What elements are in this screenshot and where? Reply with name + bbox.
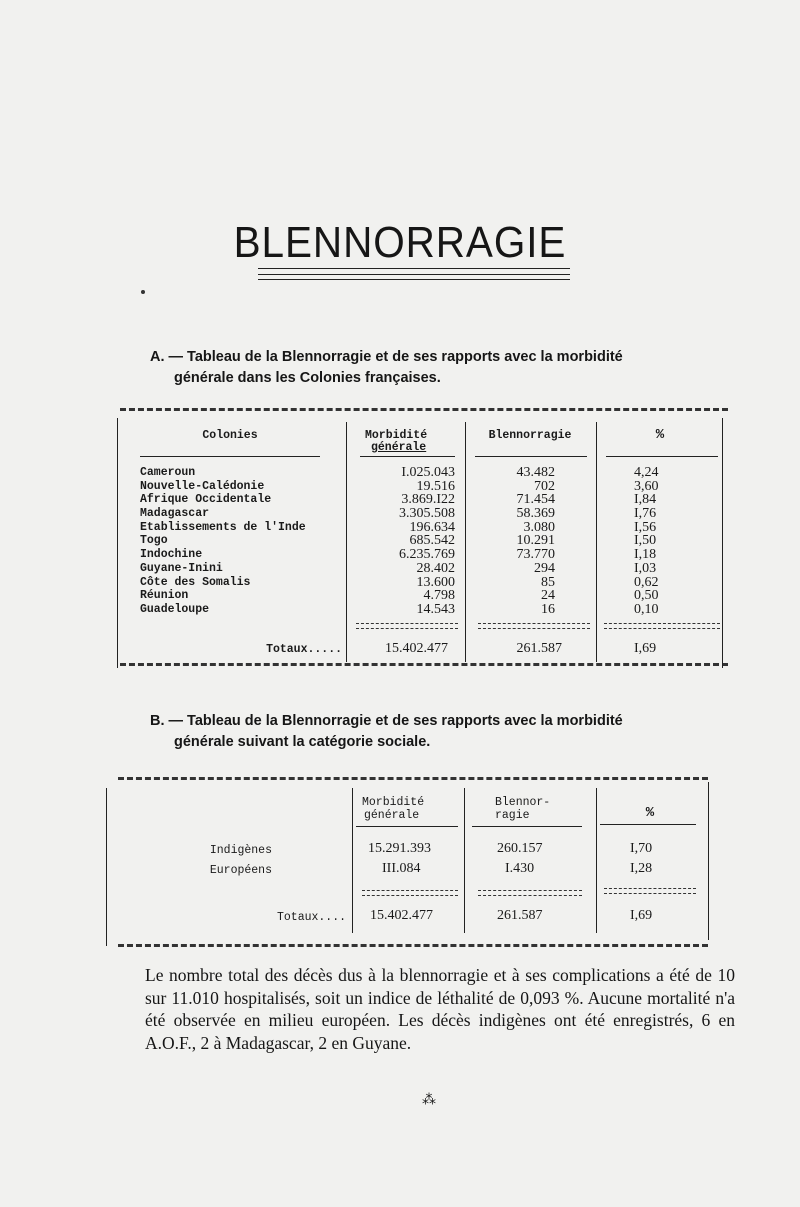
table-b-totals-morbidite: 15.402.477 [370,908,433,923]
ornament-icon: ⁂ [422,1092,438,1108]
table-a-header-rule-2 [360,456,455,457]
table-b-header-blennorragie-l1: Blennor- [495,796,551,809]
table-a-cell-colonie: Etablissements de l'Inde [140,520,306,534]
table-a-col-divider-3 [596,422,597,662]
table-b-row-europeens-pct: I,28 [630,861,653,876]
section-a-heading-line1: A. — Tableau de la Blennorragie et de ses rapports avec la morbidité [150,349,623,365]
table-b-totals-label: Totaux.... [276,911,346,924]
table-a-cell-colonie: Afrique Occidentale [140,493,272,507]
table-b-row-indigenes-morbidite: 15.291.393 [368,841,431,856]
table-a-cell-pct: I,56 [634,519,657,535]
table-a-cell-morbidite: I.025.043 [401,465,455,480]
table-a-cell-colonie: Guadeloupe [140,602,210,616]
table-b-right-border [708,782,709,940]
table-a-cell-blennorragie: 10.291 [516,533,555,549]
table-a-header-pct: % [655,427,665,443]
table-a-cell-blennorragie: 71.454 [516,492,555,508]
table-b-header-blennorragie-l2: ragie [495,809,530,822]
table-a-header-morbidite-l1: Morbidité [365,429,428,442]
table-b-header-morbidite-l2: générale [364,809,420,822]
table-b-left-border [106,788,107,946]
table-b-sum-rule-3 [604,888,696,894]
table-a-cell-blennorragie: 3.080 [523,519,555,535]
page-title: BLENNORRAGIE [233,218,567,267]
table-a-col-pct [634,466,694,617]
table-b-row-europeens-morbidite: III.084 [382,861,421,876]
table-a-cell-morbidite: 14.543 [416,601,455,617]
table-a-cell-colonie: Madagascar [140,507,210,521]
table-b-col-divider-3 [596,788,597,933]
table-b-sum-rule-1 [362,890,458,896]
table-a-cell-pct: I,50 [634,533,657,549]
table-a-cell-colonie: Indochine [140,548,203,562]
table-a-cell-morbidite: 196.634 [409,519,455,535]
table-a-cell-blennorragie: 16 [541,601,555,617]
table-a-cell-morbidite: 13.600 [416,574,455,590]
table-a-cell-blennorragie: 73.770 [516,547,555,563]
table-b-row-europeens-blennorragie: I.430 [505,861,535,876]
table-a-cell-morbidite: 3.305.508 [399,506,455,522]
table-a-sum-rule-1 [356,623,458,629]
table-b-totals-blennorragie: 261.587 [497,908,543,923]
section-a-heading-line2: générale dans les Colonies françaises. [174,370,441,386]
section-b-heading-line2: générale suivant la catégorie sociale. [174,734,431,750]
table-b-col-divider-1 [352,788,353,933]
margin-mark [141,290,145,294]
table-b-row-indigenes-pct: I,70 [630,841,653,856]
table-a-cell-pct: 0,50 [634,588,659,604]
table-a-cell-colonie: Guyane-Inini [140,561,223,575]
table-a-cell-colonie: Togo [140,534,168,548]
table-b-top-border [118,777,708,780]
table-a-cell-pct: 0,10 [634,601,659,617]
table-a-cell-morbidite: 6.235.769 [399,547,455,563]
table-b-header-rule-3 [600,824,696,825]
table-a-col-blennorragie [470,466,555,617]
table-a-col-divider-2 [465,422,466,662]
table-a-cell-pct: I,03 [634,560,657,576]
table-a-totals-blennorragie: 261.587 [516,641,562,656]
table-b-row-europeens-label: Européens [209,864,272,877]
table-a-cell-morbidite: 685.542 [409,533,455,549]
table-a-sum-rule-3 [604,623,720,629]
table-a-cell-colonie: Cameroun [140,466,196,479]
table-a-cell-colonie: Côte des Somalis [140,575,251,589]
table-a-col-divider-1 [346,422,347,662]
table-a-header-blennorragie: Blennorragie [488,429,572,442]
table-b-header-morbidite-l1: Morbidité [362,796,425,809]
table-a-col-morbidite [350,466,455,617]
table-a-cell-morbidite: 3.869.I22 [401,492,455,508]
table-a-totals-pct: I,69 [634,641,657,656]
table-a-cell-colonie: Nouvelle-Calédonie [140,479,265,493]
table-a-header-morbidite-l2: générale [371,441,427,454]
table-b-row-indigenes-blennorragie: 260.157 [497,841,543,856]
table-a-cell-morbidite: 19.516 [416,478,455,494]
title-rule-bottom [258,274,570,275]
table-a-cell-blennorragie: 24 [541,588,555,604]
table-b-row-indigenes-label: Indigènes [209,844,272,857]
table-a-bottom-border [120,663,728,666]
table-a-header-rule-3 [475,456,587,457]
table-a-totals-label: Totaux..... [266,643,342,656]
table-b-header-rule-1 [356,826,458,827]
table-a-header-colonies: Colonies [202,429,258,442]
table-a-cell-colonie: Réunion [140,589,189,603]
table-a-totals-morbidite: 15.402.477 [385,641,448,656]
table-a-cell-blennorragie: 294 [534,560,555,576]
table-a-header-rule-1 [140,456,320,457]
table-b-header-rule-2 [472,826,582,827]
table-a-top-border [120,408,728,411]
table-a-header-rule-4 [606,456,718,457]
table-b-col-divider-2 [464,788,465,933]
table-b-totals-pct: I,69 [630,908,653,923]
table-a-cell-pct: I,18 [634,547,657,563]
table-a-cell-pct: I,84 [634,492,657,508]
section-a-heading [150,347,750,389]
table-a-cell-blennorragie: 702 [534,478,555,494]
table-a-cell-pct: 4,24 [634,465,659,480]
table-b-header-pct: % [645,805,655,821]
table-a-sum-rule-2 [478,623,590,629]
table-a-cell-pct: I,76 [634,506,657,522]
table-b-sum-rule-2 [478,890,582,896]
body-paragraph: Le nombre total des décès dus à la blennorragie et à ses complications a été de 10 sur 11.010 hospitalisés, soit un indice de léthalité de 0,093 %. Aucune mortalité n'a été observée en milieu européen. Les décès indigènes ont été enregistrés, 6 en A.O.F., 2 à Madagascar, 2 en Guyane. [145,965,735,1053]
table-a-right-border [722,418,723,668]
table-a-cell-blennorragie: 43.482 [516,465,555,480]
table-a-cell-morbidite: 4.798 [423,588,455,604]
table-a-cell-blennorragie: 85 [541,574,555,590]
title-rule-bottom2 [258,279,570,280]
table-a-cell-morbidite: 28.402 [416,560,455,576]
table-a-cell-pct: 0,62 [634,574,659,590]
section-b-heading [150,711,750,753]
table-a-col-colonies [140,466,340,617]
table-a-left-border [117,418,118,668]
table-b-bottom-border [118,944,708,947]
table-a-cell-blennorragie: 58.369 [516,506,555,522]
title-rule-top [258,268,570,269]
section-b-heading-line1: B. — Tableau de la Blennorragie et de ses rapports avec la morbidité [150,713,623,729]
table-a-cell-pct: 3,60 [634,478,659,494]
